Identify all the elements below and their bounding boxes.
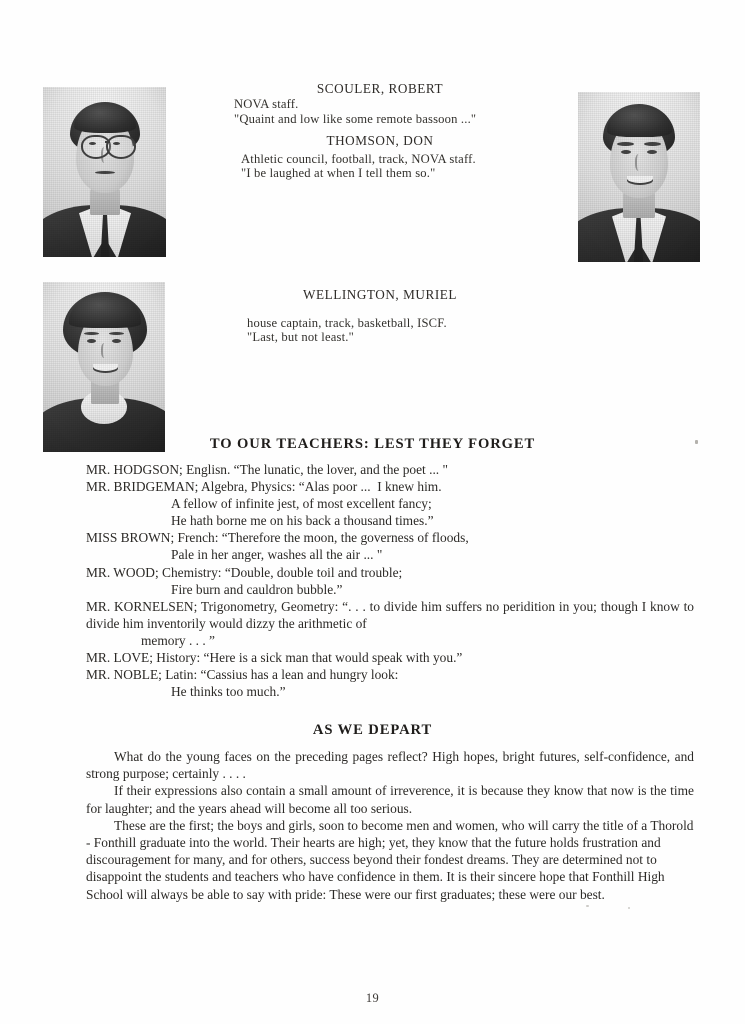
- graduate-name-thomson: THOMSON, DON: [326, 133, 434, 148]
- graduate-activities-wellington: house captain, track, basketball, ISCF.: [247, 316, 447, 330]
- photo-vignette: [578, 92, 700, 262]
- portrait-photo-thomson: [578, 92, 700, 262]
- teacher-quote-line: He hath borne me on his back a thousand times.”: [171, 513, 434, 529]
- teacher-quote-line: A fellow of infinite jest, of most excellent fancy;: [171, 496, 432, 512]
- graduate-quote-thomson: "I be laughed at when I tell them so.": [241, 166, 436, 180]
- photo-vignette: [43, 87, 166, 257]
- graduate-quote-wellington: "Last, but not least.": [247, 330, 354, 344]
- graduate-name-scouler: SCOULER, ROBERT: [316, 81, 444, 96]
- depart-paragraph: These are the first; the boys and girls, soon to become men and women, who will carry the title of a Thorold - Fonthill graduate into the world. Their hearts are high; yet, they know that the future holds frustration and discouragement for many, and for others, success beyond their fondest dreams. They are determined not to disappoint the students and teachers who have confidence in them. It is their sincere hope that Fonthill High School will always be able to say with pride: These were our first graduates; these were our best.: [86, 817, 694, 902]
- portrait-photo-scouler: [43, 87, 166, 257]
- photo-vignette: [43, 282, 165, 452]
- teacher-quote-line: memory . . . ”: [141, 632, 216, 648]
- teacher-entry-love: MR. LOVE; History: “Here is a sick man that would speak with you.”: [86, 650, 463, 666]
- teacher-quote-line: Fire burn and cauldron bubble.”: [171, 581, 343, 597]
- depart-paragraph: What do the young faces on the preceding pages reflect? High hopes, bright futures, self-confidence, and strong purpose; certainly . . . .: [86, 749, 694, 782]
- teachers-section-heading: TO OUR TEACHERS: LEST THEY FORGET: [209, 436, 536, 452]
- depart-body: [86, 748, 694, 903]
- teacher-entry-wood: MR. WOOD; Chemistry: “Double, double toil and trouble;: [86, 564, 403, 580]
- graduate-quote-scouler: "Quaint and low like some remote bassoon ...": [234, 112, 477, 126]
- page-number: 19: [365, 991, 380, 1005]
- teacher-entry-hodgson: MR. HODGSON; Englisn. “The lunatic, the lover, and the poet ... ": [86, 462, 448, 477]
- teacher-entry-kornelsen: MR. KORNELSEN; Trigonometry, Geometry: “. . . to divide him suffers no peridition in you; though I know to divide him inventorily would dizzy the arithmetic of: [86, 598, 698, 631]
- graduate-activities-scouler: NOVA staff.: [234, 97, 299, 111]
- teachers-list: [86, 461, 698, 700]
- teacher-entry-bridgeman: MR. BRIDGEMAN; Algebra, Physics: “Alas poor ... I knew him.: [86, 479, 442, 495]
- graduate-name-wellington: WELLINGTON, MURIEL: [303, 287, 457, 302]
- graduate-activities-thomson: Athletic council, football, track, NOVA staff.: [241, 152, 476, 166]
- depart-paragraph: If their expressions also contain a small amount of irreverence, it is because they know that now is the time for laughter; and the years ahead will become all too serious.: [86, 783, 694, 816]
- depart-section-heading: AS WE DEPART: [312, 722, 433, 738]
- teacher-quote-line: Pale in her anger, washes all the air ... ": [171, 547, 383, 563]
- portrait-photo-wellington: [43, 282, 165, 452]
- teacher-quote-line: He thinks too much.”: [171, 684, 286, 700]
- teacher-entry-brown: MISS BROWN; French: “Therefore the moon, the governess of floods,: [86, 530, 469, 546]
- teacher-entry-noble: MR. NOBLE; Latin: “Cassius has a lean and hungry look:: [86, 667, 399, 683]
- scan-speck: [586, 905, 589, 907]
- scan-speck: [628, 907, 630, 909]
